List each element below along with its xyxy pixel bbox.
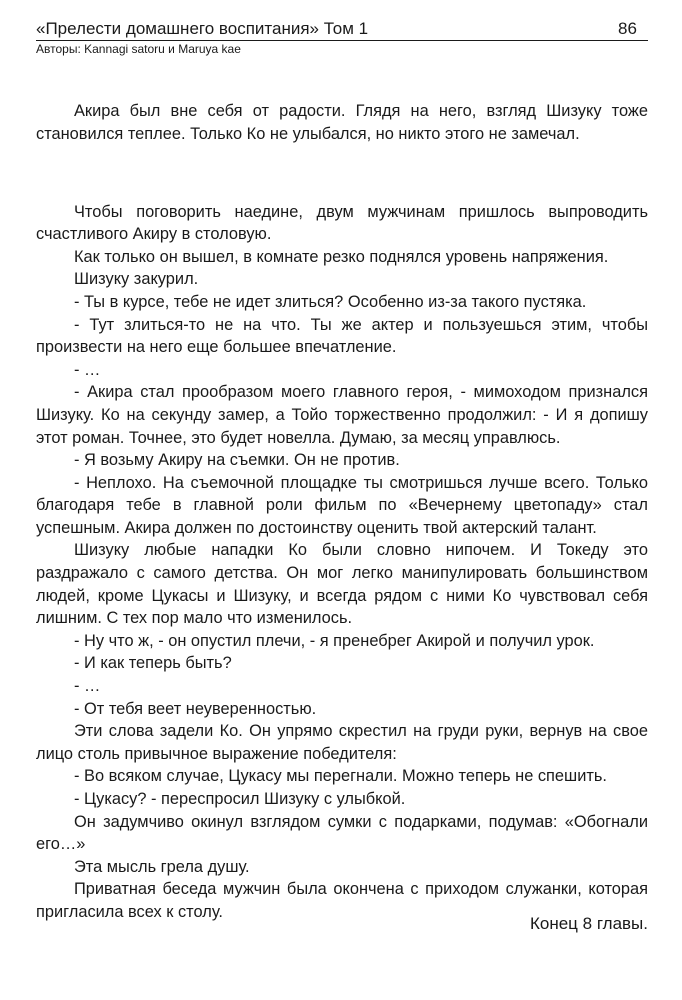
header-title-row [36, 18, 648, 41]
paragraph-gap [36, 162, 648, 185]
paragraph: - … [74, 360, 101, 379]
paragraph: Шизуку любые нападки Ко были словно нипочем. И Токеду это раздражало с самого детства. Он мог легко манипулировать большинством людей, кроме Цукасы и Шизуку, и всегда рядом с ними Ко чувствовал себя лишним. С тех пор мало что изменилось. [36, 541, 648, 628]
authors-line: Авторы: Kannagi satoru и Maruya kae [36, 42, 241, 56]
paragraph: - И как теперь быть? [74, 654, 232, 673]
paragraph: - … [74, 677, 101, 696]
paragraph: Как только он вышел, в комнате резко поднялся уровень напряжения. [74, 247, 609, 266]
paragraph: - Ну что ж, - он опустил плечи, - я пренебрег Акирой и получил урок. [74, 631, 595, 650]
paragraph: - Неплохо. На съемочной площадке ты смотришься лучше всего. Только благодаря тебе в главной роли фильм по «Вечернему цветопаду» стал успешным. Акира должен по достоинству оценить твой актерский талант. [36, 473, 648, 537]
book-title: «Прелести домашнего воспитания» Том 1 [36, 19, 369, 38]
page-number: 86 [618, 19, 637, 38]
paragraph: Эта мысль грела душу. [74, 857, 250, 876]
page-header [36, 18, 648, 57]
paragraph: Чтобы поговорить наедине, двум мужчинам пришлось выпроводить счастливого Акиру в столовую. [36, 202, 648, 244]
paragraph: Шизуку закурил. [74, 270, 199, 289]
paragraph: Эти слова задели Ко. Он упрямо скрестил на груди руки, вернув на свое лицо столь привычное выражение победителя: [36, 722, 648, 763]
paragraph: - Цукасу? - переспросил Шизуку с улыбкой. [74, 790, 406, 808]
paragraph: Акира был вне себя от радости. Глядя на него, взгляд Шизуку тоже становился теплее. Только Ко не улыбался, но никто этого не замечал. [36, 102, 648, 143]
text-body [36, 100, 648, 924]
paragraph: - Я возьму Акиру на съемки. Он не против. [74, 451, 400, 470]
chapter-end: Конец 8 главы. [529, 914, 648, 933]
paragraph: Он задумчиво окинул взглядом сумки с подарками, подумав: «Обогнали его…» [36, 812, 648, 854]
paragraph: - Во всяком случае, Цукасу мы перегнали. Можно теперь не спешить. [74, 767, 607, 786]
paragraph: Приватная беседа мужчин была окончена с приходом служанки, которая пригласила всех к столу. [36, 880, 648, 921]
paragraph: - Ты в курсе, тебе не идет злиться? Особенно из-за такого пустяка. [74, 292, 587, 311]
paragraph: - От тебя веет неуверенностью. [74, 699, 317, 718]
paragraph: - Акира стал прообразом моего главного героя, - мимоходом признался Шизуку. Ко на секунду замер, а Тойо торжественно продолжил: - И я допишу этот роман. Точнее, это будет новелла. Думаю, за месяц управлюсь. [36, 383, 648, 447]
paragraph: - Тут злиться-то не на что. Ты же актер и пользуешься этим, чтобы произвести на него еще большее впечатление. [36, 315, 648, 357]
